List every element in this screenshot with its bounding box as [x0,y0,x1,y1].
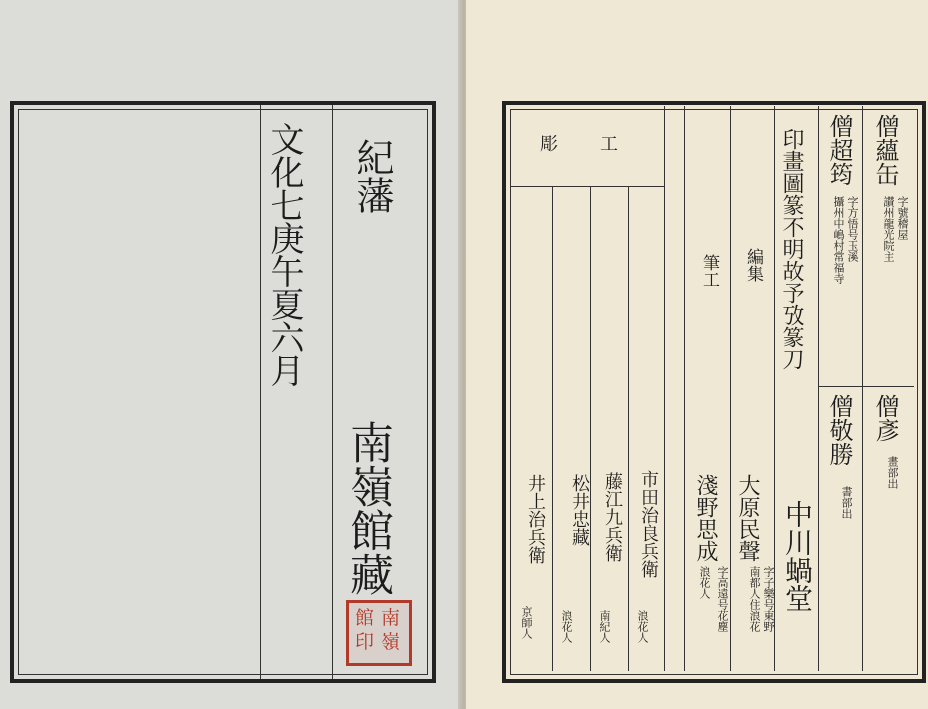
editor-label: 編集 [743,248,763,282]
seal-carving-note: 印畫圖篆不明故予攷篆刀 [779,128,804,370]
divider-7 [628,186,629,671]
divider-2 [818,106,819,671]
divider-5 [684,106,685,671]
left-column-divider-2 [260,105,261,679]
nakagawa-kado: 中川蝸堂 [781,500,814,612]
divider-8 [590,186,591,671]
divider-4 [730,106,731,671]
right-page-inner-border [510,109,918,675]
divider-1 [862,106,863,671]
writer-note-b: 浪花人 [698,566,711,599]
editor-note-a: 字子樂号東野 [762,566,775,632]
writer-note-a: 字高遠号花塵 [716,566,729,632]
carver-1-name: 市田治良兵衛 [638,470,659,578]
carver-4-name: 井上治兵衛 [525,474,546,564]
monk-3-note: 畫部出 [886,456,899,489]
monk-name-2: 僧超筠 [825,114,853,186]
publisher-nanreikan: 南嶺館藏 [342,420,393,596]
monk-2-note-b: 攝州中嶋村常福寺 [832,196,845,284]
monk-name-1: 僧蘊缶 [871,114,899,186]
writer-label: 筆工 [699,254,719,288]
divider-9 [552,186,553,671]
left-column-divider [332,105,333,679]
carver-1-note: 浪花人 [636,610,649,643]
writer-name: 淺野思成 [693,474,718,562]
publication-date: 文化七庚午夏六月 [264,122,304,386]
left-page [0,0,462,709]
monk-2-note-a: 字方悟号玉溪 [846,196,859,262]
title-kihan: 紀藩 [350,138,394,214]
carver-2-name: 藤江九兵衛 [602,472,623,562]
editor-name: 大原民聲 [735,474,760,562]
carver-2-note: 南紀人 [598,610,611,643]
editor-note-b: 南都人住浪花 [748,566,761,632]
monk-1-note-a: 字號稽屋 [896,196,909,240]
divider-6 [664,106,665,671]
carver-3-note: 浪花人 [560,610,573,643]
monk-1-note-b: 讃州龍光院主 [882,196,895,262]
carver-3-name: 松井忠藏 [569,474,590,546]
divider-h-upper-right [818,386,914,387]
carver-4-note: 京師人 [520,606,533,639]
carvers-header: 彫 工 [540,134,620,155]
divider-h-carver-header [510,186,664,187]
monk-name-4: 僧敬勝 [825,394,853,466]
red-seal-stamp: 南 嶺 館 印 [346,600,412,666]
monk-4-note: 書部出 [840,486,853,519]
monk-name-3: 僧彥 [871,394,899,442]
